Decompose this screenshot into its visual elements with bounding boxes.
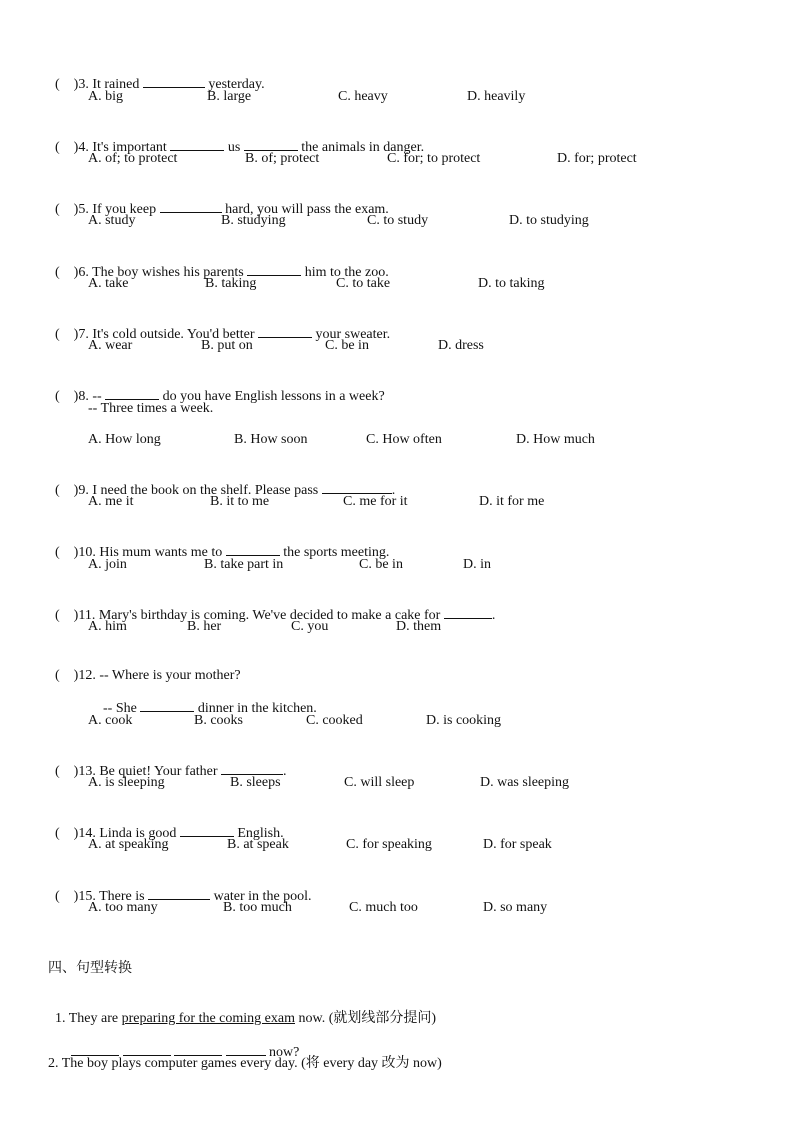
- option-b[interactable]: B. put on: [201, 338, 253, 353]
- option-b[interactable]: B. it to me: [210, 494, 270, 509]
- option-d[interactable]: D. them: [396, 619, 442, 634]
- option-c[interactable]: C. heavy: [338, 89, 388, 104]
- answer-blank[interactable]: [247, 262, 301, 276]
- option-b[interactable]: B. too much: [223, 900, 292, 915]
- option-c[interactable]: C. me for it: [343, 494, 408, 509]
- option-c[interactable]: C. How often: [366, 432, 442, 447]
- option-b[interactable]: B. take part in: [204, 557, 284, 572]
- question-9: ( )9. I need the book on the shelf. Please pass .: [48, 462, 395, 500]
- answer-blank[interactable]: [322, 480, 392, 494]
- answer-blank[interactable]: [160, 199, 222, 213]
- answer-paren[interactable]: (: [55, 140, 60, 155]
- option-d[interactable]: D. heavily: [467, 89, 526, 104]
- option-c[interactable]: C. to study: [367, 213, 429, 228]
- options-9: [88, 493, 728, 511]
- answer-blank[interactable]: [174, 1042, 222, 1056]
- option-d[interactable]: D. in: [463, 557, 491, 572]
- answer-paren[interactable]: (: [55, 265, 60, 280]
- question-14: ( )14. Linda is good English.: [48, 805, 284, 843]
- option-a[interactable]: A. at speaking: [88, 837, 169, 852]
- option-c[interactable]: C. for speaking: [346, 837, 432, 852]
- answer-blank[interactable]: [123, 1042, 171, 1056]
- option-d[interactable]: D. for speak: [483, 837, 552, 852]
- transform-item-1-answer: now?: [64, 1024, 299, 1062]
- option-b[interactable]: B. at speak: [227, 837, 289, 852]
- answer-blank[interactable]: [71, 1042, 119, 1056]
- option-c[interactable]: C. you: [291, 619, 329, 634]
- option-c[interactable]: C. cooked: [306, 713, 363, 728]
- transform-item-1: 1. They are preparing for the coming exam now. (就划线部分提问): [55, 1011, 437, 1026]
- option-a[interactable]: A. big: [88, 89, 123, 104]
- option-d[interactable]: D. How much: [516, 432, 595, 447]
- option-a[interactable]: A. How long: [88, 432, 161, 447]
- option-a[interactable]: A. too many: [88, 900, 158, 915]
- answer-paren[interactable]: (: [55, 668, 60, 683]
- option-d[interactable]: D. to studying: [509, 213, 589, 228]
- option-d[interactable]: D. dress: [438, 338, 484, 353]
- option-d[interactable]: D. was sleeping: [480, 775, 570, 790]
- option-a[interactable]: A. cook: [88, 713, 133, 728]
- option-b[interactable]: B. her: [187, 619, 222, 634]
- question-5: ( )5. If you keep hard, you will pass the exam.: [48, 181, 389, 219]
- answer-blank[interactable]: [221, 761, 283, 775]
- option-a[interactable]: A. study: [88, 213, 136, 228]
- answer-blank[interactable]: [258, 324, 312, 338]
- option-c[interactable]: C. be in: [359, 557, 403, 572]
- question-12: ( )12. -- Where is your mother?: [55, 668, 241, 683]
- answer-paren[interactable]: (: [55, 826, 60, 841]
- answer-paren[interactable]: (: [55, 327, 60, 342]
- answer-paren[interactable]: (: [55, 764, 60, 779]
- option-d[interactable]: D. it for me: [479, 494, 545, 509]
- answer-paren[interactable]: (: [55, 202, 60, 217]
- options-4: [88, 150, 728, 168]
- answer-blank[interactable]: [143, 74, 205, 88]
- option-b[interactable]: B. How soon: [234, 432, 308, 447]
- option-a[interactable]: A. wear: [88, 338, 133, 353]
- option-c[interactable]: C. will sleep: [344, 775, 415, 790]
- answer-blank[interactable]: [105, 386, 159, 400]
- underlined-phrase: preparing for the coming exam: [121, 1011, 295, 1026]
- answer-blank[interactable]: [244, 137, 298, 151]
- answer-paren[interactable]: (: [55, 545, 60, 560]
- options-3: [88, 88, 728, 106]
- options-11: [88, 618, 728, 636]
- option-b[interactable]: B. cooks: [194, 713, 243, 728]
- option-d[interactable]: D. to taking: [478, 276, 545, 291]
- option-a[interactable]: A. of; to protect: [88, 151, 178, 166]
- option-b[interactable]: B. taking: [205, 276, 257, 291]
- option-a[interactable]: A. take: [88, 276, 129, 291]
- answer-paren[interactable]: (: [55, 77, 60, 92]
- option-a[interactable]: A. him: [88, 619, 127, 634]
- options-10: [88, 556, 728, 574]
- options-13: [88, 774, 728, 792]
- question-15: ( )15. There is water in the pool.: [48, 868, 312, 906]
- answer-blank[interactable]: [170, 137, 224, 151]
- option-c[interactable]: C. much too: [349, 900, 418, 915]
- options-12: [88, 712, 728, 730]
- section-heading: 四、句型转换: [48, 960, 132, 976]
- option-a[interactable]: A. me it: [88, 494, 134, 509]
- option-b[interactable]: B. studying: [221, 213, 286, 228]
- question-8-reply: -- Three times a week.: [88, 401, 214, 416]
- answer-paren[interactable]: (: [55, 889, 60, 904]
- question-3: ( )3. It rained yesterday.: [48, 56, 265, 94]
- options-5: [88, 212, 728, 230]
- options-14: [88, 836, 728, 854]
- question-8: ( )8. -- do you have English lessons in a week?: [48, 368, 385, 406]
- option-c[interactable]: C. for; to protect: [387, 151, 481, 166]
- answer-paren[interactable]: (: [55, 483, 60, 498]
- answer-blank[interactable]: [444, 605, 492, 619]
- answer-paren[interactable]: (: [55, 389, 60, 404]
- options-6: [88, 275, 728, 293]
- answer-blank[interactable]: [226, 542, 280, 556]
- question-12-reply: -- She dinner in the kitchen.: [96, 680, 317, 718]
- answer-blank[interactable]: [148, 886, 210, 900]
- question-6: ( )6. The boy wishes his parents him to the zoo.: [48, 244, 389, 282]
- transform-item-2: 2. The boy plays computer games every day. (将 every day 改为 now): [48, 1056, 442, 1071]
- option-a[interactable]: A. is sleeping: [88, 775, 165, 790]
- question-11: ( )11. Mary's birthday is coming. We've decided to make a cake for .: [48, 587, 495, 625]
- options-15: [88, 899, 728, 917]
- option-b[interactable]: B. large: [207, 89, 252, 104]
- option-c[interactable]: C. be in: [325, 338, 369, 353]
- option-d[interactable]: D. is cooking: [426, 713, 502, 728]
- question-4: ( )4. It's important us the animals in danger.: [48, 119, 424, 157]
- option-b[interactable]: B. of; protect: [245, 151, 320, 166]
- option-c[interactable]: C. to take: [336, 276, 391, 291]
- options-7: [88, 337, 728, 355]
- option-d[interactable]: D. for; protect: [557, 151, 637, 166]
- question-10: ( )10. His mum wants me to the sports meeting.: [48, 524, 389, 562]
- question-13: ( )13. Be quiet! Your father .: [48, 743, 287, 781]
- question-7: ( )7. It's cold outside. You'd better your sweater.: [48, 306, 390, 344]
- options-8: [88, 431, 728, 449]
- option-a[interactable]: A. join: [88, 557, 127, 572]
- option-d[interactable]: D. so many: [483, 900, 548, 915]
- answer-blank[interactable]: [140, 698, 194, 712]
- answer-paren[interactable]: (: [55, 608, 60, 623]
- option-b[interactable]: B. sleeps: [230, 775, 281, 790]
- answer-blank[interactable]: [226, 1042, 266, 1056]
- answer-blank[interactable]: [180, 823, 234, 837]
